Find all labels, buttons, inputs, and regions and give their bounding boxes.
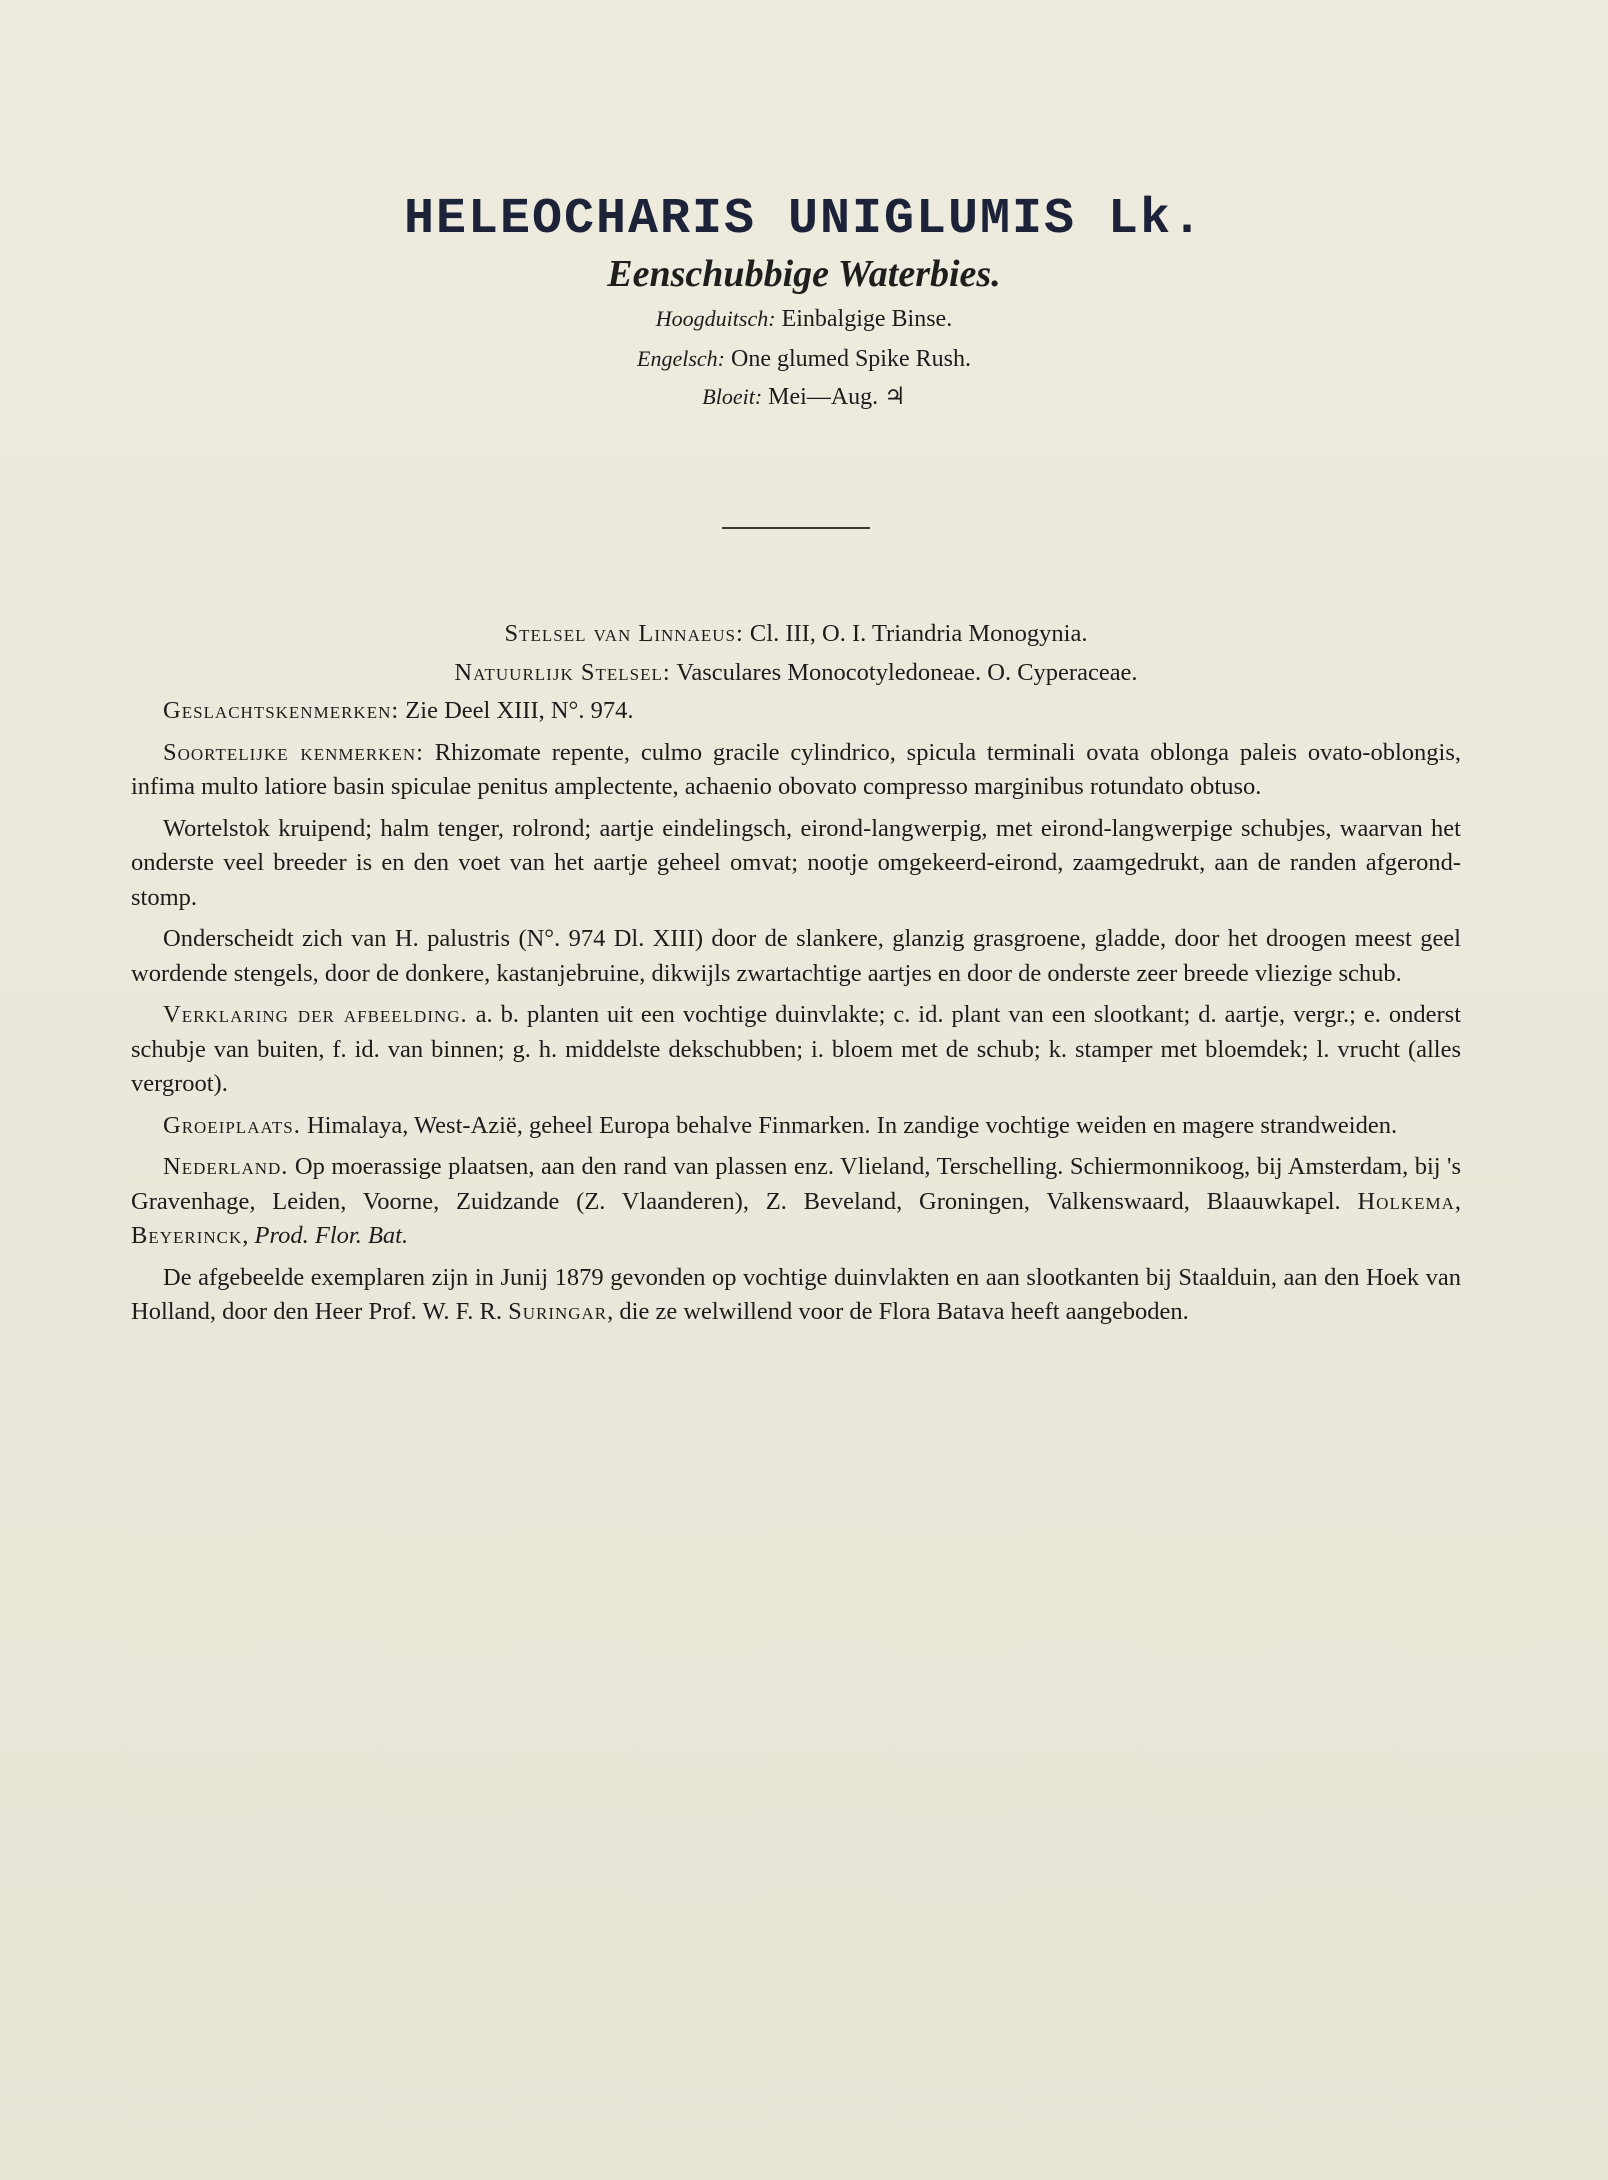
specimens-note [131,1261,1461,1330]
reference-holkema: Holkema [1357,1187,1455,1215]
linnaeus-label: Stelsel van Linnaeus: [504,620,744,647]
reference-prodromus: Prod. Flor. Bat. [254,1222,409,1249]
specimens-name: Suringar [508,1298,608,1325]
comparison: Onderscheidt zich van H. palustris (N°. 974 Dl. XIII) door de slankere, glanzig grasgroene, gladde, door het droogen meest geel wordende stengels, door de donkere, kastanjebruine, dikwijls zwartachtige aartjes en door de onderste zeer breede vliezige schub. [131,925,1461,987]
linnaeus-text: Cl. III, O. I. Triandria Monogynia. [749,620,1088,647]
specimens-text-1: De afgebeelde exemplaren zijn in Junij 1879 gevonden op vochtige duinvlakten en aan slootkanten bij Staalduin, aan den Hoek van Holland, door den Heer Prof. W. F. R. [131,1263,1461,1325]
german-name-line [0,298,1608,340]
species-label: Soortelijke kenmerken: [163,738,424,766]
english-value: One glumed Spike Rush. [730,346,971,372]
natural-label: Natuurlijk Stelsel: [454,658,671,686]
specimens-text-2: , die ze welwillend voor de Flora Batava heeft aangeboden. [607,1298,1189,1325]
netherlands-text: Op moerassige plaatsen, aan den rand van plassen enz. Vlieland, Terschelling. Schiermonnikoog, bij Amsterdam, bij 's Gravenhage, Leiden, Voorne, Zuidzande (Z. Vlaanderen), Z. Beveland, Groningen, Valkenswaard, Blaauwkapel. [131,1153,1461,1215]
english-name-line [0,338,1608,380]
description: Wortelstok kruipend; halm tenger, rolrond; aartje eindelingsch, eirond-langwerpig, met eirond-langwerpige schubjes, waarvan het onderste veel breeder is en den voet van het aartje geheel omvat; nootje omgekeerd-eirond, zaamgedrukt, aan de randen afgerond-stomp. [131,814,1461,911]
genus-text: Zie Deel XIII, N°. 974. [405,697,634,724]
german-label: Hoogduitsch: [655,306,776,331]
header-block [0,190,1608,418]
species-title: HELEOCHARIS UNIGLUMIS Lk. [403,191,1205,248]
german-value: Einbalgige Binse. [781,306,953,332]
bloom-line [0,376,1608,418]
species-text: Rhizomate repente, culmo gracile cylindrico, spicula terminali ovata oblonga paleis ovato-oblongis, infima multo latiore basin spiculae penitus amplectente, achaenio obovato compresso marginibus rotundato obtuso. [131,738,1461,800]
netherlands-label: Nederland. [163,1153,289,1180]
plate-label: Verklaring der afbeelding. [163,1001,468,1028]
habitat-text: Himalaya, West-Azië, geheel Europa behalve Finmarken. In zandige vochtige weiden en magere strandweiden. [306,1111,1398,1139]
english-label: Engelsch: [637,346,725,371]
plate-explanation [131,998,1461,1102]
natural-system [131,656,1461,691]
bloom-label: Bloeit: [702,384,763,409]
genus-characters [131,694,1461,729]
body-text [131,617,1461,1337]
genus-label: Geslachtskenmerken: [163,697,400,724]
bloom-value: Mei—Aug. ♃ [768,384,906,410]
netherlands-distribution: Nederland. Op moerassige plaatsen, aan den rand van plassen enz. Vlieland, Terschelling. Schiermonnikoog, bij Amsterdam, bij 's Gravenhage, Leiden, Voorne, Zuidzande (Z. Vlaanderen), Z. Beveland, Groningen, Valkenswaard, Blaauwkapel. Holkema, Beyerinck, Prod. Flor. Bat. [131,1153,1462,1249]
dutch-name: Eenschubbige Waterbies. [607,253,1001,295]
species-characters [131,736,1461,805]
natural-text: Vasculares Monocotyledoneae. O. Cyperaceae. [676,658,1138,686]
reference-beyerinck: Beyerinck [131,1222,243,1249]
plate-text: a. b. planten uit een vochtige duinvlakte; c. id. plant van een slootkant; d. aartje, vergr.; e. onderst schubje van buiten, f. id. van binnen; g. h. middelste dekschubben; i. bloem met de schub; k. stamper met bloemdek; l. vrucht (alles vergroot). [131,1001,1462,1097]
habitat-label: Groeiplaats. [163,1111,301,1139]
habitat [131,1109,1461,1144]
divider-rule [722,527,870,529]
linnaeus-system [131,617,1461,652]
